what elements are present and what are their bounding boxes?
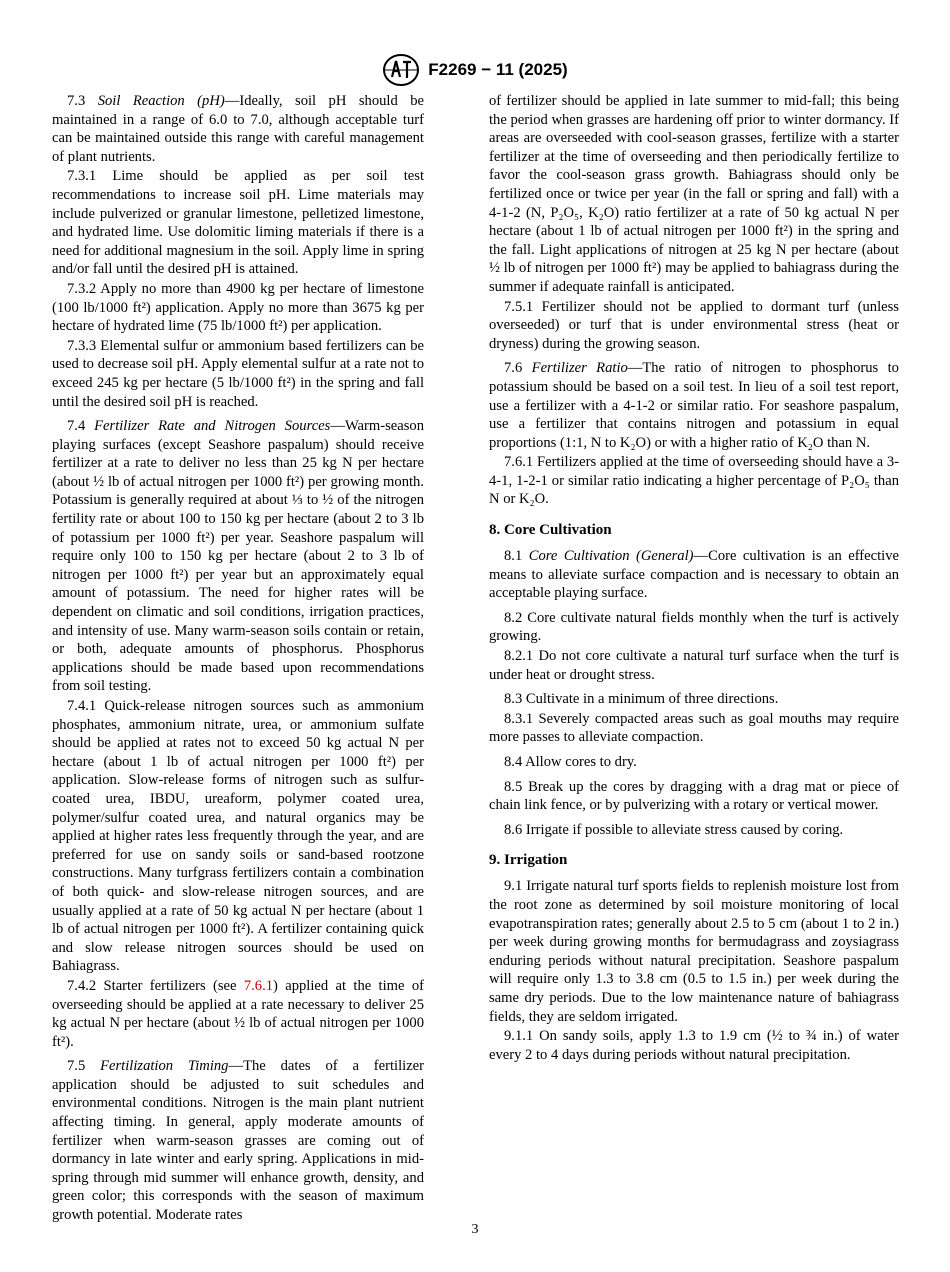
heading-section-9: 9. Irrigation — [489, 852, 568, 869]
section-8-2-1: 8.2.1 Do not core cultivate a natural turf surface when the turf is under heat or drought stress. — [489, 648, 899, 683]
left-column — [52, 92, 424, 1226]
section-8-5: 8.5 Break up the cores by dragging with a drag mat or piece of chain link fence, or by pulverizing with a rotary or vertical mower. — [489, 778, 899, 814]
section-7-3-3: 7.3.3 Elemental sulfur or ammonium based fertilizers can be used to decrease soil pH. Apply elemental sulfur at a rate not to exceed 245 kg per hectare (5 lb/1000 ft²) in the spring and fall until the desired soil pH is reached. — [52, 337, 424, 410]
page-header — [0, 52, 950, 88]
section-7-4: 7.4 Fertilizer Rate and Nitrogen Sources—Warm-season playing surfaces (except Seashore paspalum) should receive fertilizer at a rate to deliver no less than 25 kg N per hectare (about ½ lb of actual nitrogen per 1000 ft²) per growing month. Potassium is generally required at about ⅓ to ½ of the nitrogen fertility rate or about 100 to 150 kg per hectare (about 2 to 3 lb of potassium per 1000 ft²) per year. Seashore paspalum will require only 100 to 150 kg per hectare (about 2 to 3 lb of nitrogen per 1000 ft²) per year but an approximately equal amount of potassium. The need for higher rates will be dependent on climatic and soil conditions, irrigation practices, and intensity of use. Many warm-season soils contain or retain, or both, adequate amounts of phosphorus. Phosphorus applications should be made based upon recommendations from soil testing. — [52, 418, 424, 695]
cross-reference-link[interactable]: 7.6.1 — [243, 977, 274, 994]
astm-logo-icon — [382, 53, 420, 87]
heading-section-8: 8. Core Cultivation — [489, 522, 612, 539]
section-7-6-1: 7.6.1 Fertilizers applied at the time of overseeding should have a 3-4-1, 1-2-1 or similar ratio indicating a higher percentage of P₂O₅ than N or K₂O. — [489, 454, 899, 508]
section-7-3-2: 7.3.2 Apply no more than 4900 kg per hectare of limestone (100 lb/1000 ft²) application. Apply no more than 3675 kg per hectare of hydrated lime (75 lb/1000 ft²) per application. — [52, 280, 424, 335]
section-7-3-1: 7.3.1 Lime should be applied as per soil test recommendations to increase soil pH. Lime materials may include pulverized or granular limestone, pelletized limestone, and hydrated lime. Use dolomitic liming materials if there is a need for additional magnesium in the soil. Apply lime in spring and/or fall until the desired pH is attained. — [52, 168, 424, 278]
right-column — [489, 92, 899, 1065]
page-number: 3 — [471, 1222, 479, 1237]
section-8-6: 8.6 Irrigate if possible to alleviate stress caused by coring. — [504, 821, 844, 838]
section-9-1: 9.1 Irrigate natural turf sports fields to replenish moisture lost from the root zone as determined by soil moisture monitoring of local evapotranspiration rates; generally about 2.5 to 5 cm (about 1 to 2 in.) per week during growing months for bermudagrass and zoysiagrass enduring periods without natural precipitation. Seashore paspalum will require only 1.3 to 3.8 cm (0.5 to 1.5 in.) per week during the same dry periods. Due to the low maintenance nature of bahiagrass fields, they are seldom irrigated. — [489, 878, 899, 1025]
section-7-5: 7.5 Fertilization Timing—The dates of a fertilizer application should be adjusted to suit schedules and environmental conditions. Nitrogen is the main plant nutrient affecting timing. In general, apply moderate amounts of fertilizer when warm-season grasses are coming out of dormancy in late winter and early spring. Applications in mid-spring through mid summer will enhance growth, density, and green color; this corresponds with the season of maximum growth potential. Moderate rates — [52, 1058, 425, 1224]
section-7-4-1: 7.4.1 Quick-release nitrogen sources such as ammonium phosphates, ammonium nitrate, urea, or ammonium sulfate should be applied at rates not to exceed 50 kg actual N per hectare (about 1 lb of actual nitrogen per 1000 ft²) per application. Slow-release forms of nitrogen such as sulfur-coated urea, IBDU, ureaform, polymer coated urea, polymer/sulfur coated urea, and natural organics may be applied at higher rates less frequently through the year, and are preferred for use on sandy soils or sand-based rootzone constructions. Many turfgrass fertilizers contain a combination of both quick- and slow-release nitrogen sources, and are usually applied at a rate of 50 kg actual N per hectare (about 1 lb of actual nitrogen per 1000 ft²). A fertilizer containing quick and slow release nitrogen sources should be used on Bahiagrass. — [52, 698, 424, 975]
section-7-3: 7.3 Soil Reaction (pH)—Ideally, soil pH should be maintained in a range of 6.0 to 7.0, although acceptable turf can be maintained outside this range with careful management of plant nutrients. — [52, 93, 424, 165]
section-7-6: 7.6 Fertilizer Ratio—The ratio of nitrogen to phosphorus to potassium should be based on a soil test. In lieu of a soil test report, use a fertilizer with a 4-1-2 or similar ratio. For seashore paspalum, use a fertilizer that contains nitrogen and potassium in equal proportions (1:1, N to K₂O) or with a higher ratio of K₂O than N. — [489, 360, 899, 451]
section-8-2: 8.2 Core cultivate natural fields monthly when the turf is actively growing. — [489, 609, 899, 645]
standard-designation: F2269 − 11 (2025) — [428, 60, 568, 79]
section-8-4: 8.4 Allow cores to dry. — [504, 754, 637, 770]
section-8-1: 8.1 Core Cultivation (General)—Core cultivation is an effective means to alleviate surface compaction and is necessary to obtain an acceptable playing surface. — [489, 548, 899, 602]
section-7-5-1: 7.5.1 Fertilizer should not be applied to dormant turf (unless overseeded) or turf that is under environmental stress (heat or dryness) during the growing season. — [489, 298, 899, 352]
section-7-5-continued: of fertilizer should be applied in late summer to mid-fall; this being the period when grasses are hardening off prior to winter dormancy. If areas are overseeded with cool-season grasses, fertilize with a starter fertilizer at the time of overseeding and then periodically fertilize to favor the cool-season grass growth. Bahiagrass should only be fertilized once or twice per year (in the fall or spring and fall) with a 4-1-2 (N, P₂O₅, K₂O) ratio fertilizer at a rate of 50 kg actual N per hectare (about 1 lb of actual nitrogen per 1000 ft²) in the spring and the fall. Light applications of nitrogen at 25 kg N per hectare (about ½ lb of nitrogen per 1000 ft²) may be applied to bahiagrass during the summer if adequate rainfall is anticipated. — [489, 93, 899, 295]
section-9-1-1: 9.1.1 On sandy soils, apply 1.3 to 1.9 cm (½ to ¾ in.) of water every 2 to 4 days during periods without natural precipitation. — [489, 1028, 899, 1063]
section-8-3-1: 8.3.1 Severely compacted areas such as goal mouths may require more passes to alleviate compaction. — [489, 710, 899, 746]
section-7-4-2: 7.4.2 Starter fertilizers (see 7.6.1) applied at the time of overseeding should be applied at a rate necessary to deliver 25 kg actual N per hectare (about ½ lb of actual nitrogen per 1000 ft²). — [52, 977, 424, 1050]
section-8-3: 8.3 Cultivate in a minimum of three directions. — [504, 691, 779, 708]
